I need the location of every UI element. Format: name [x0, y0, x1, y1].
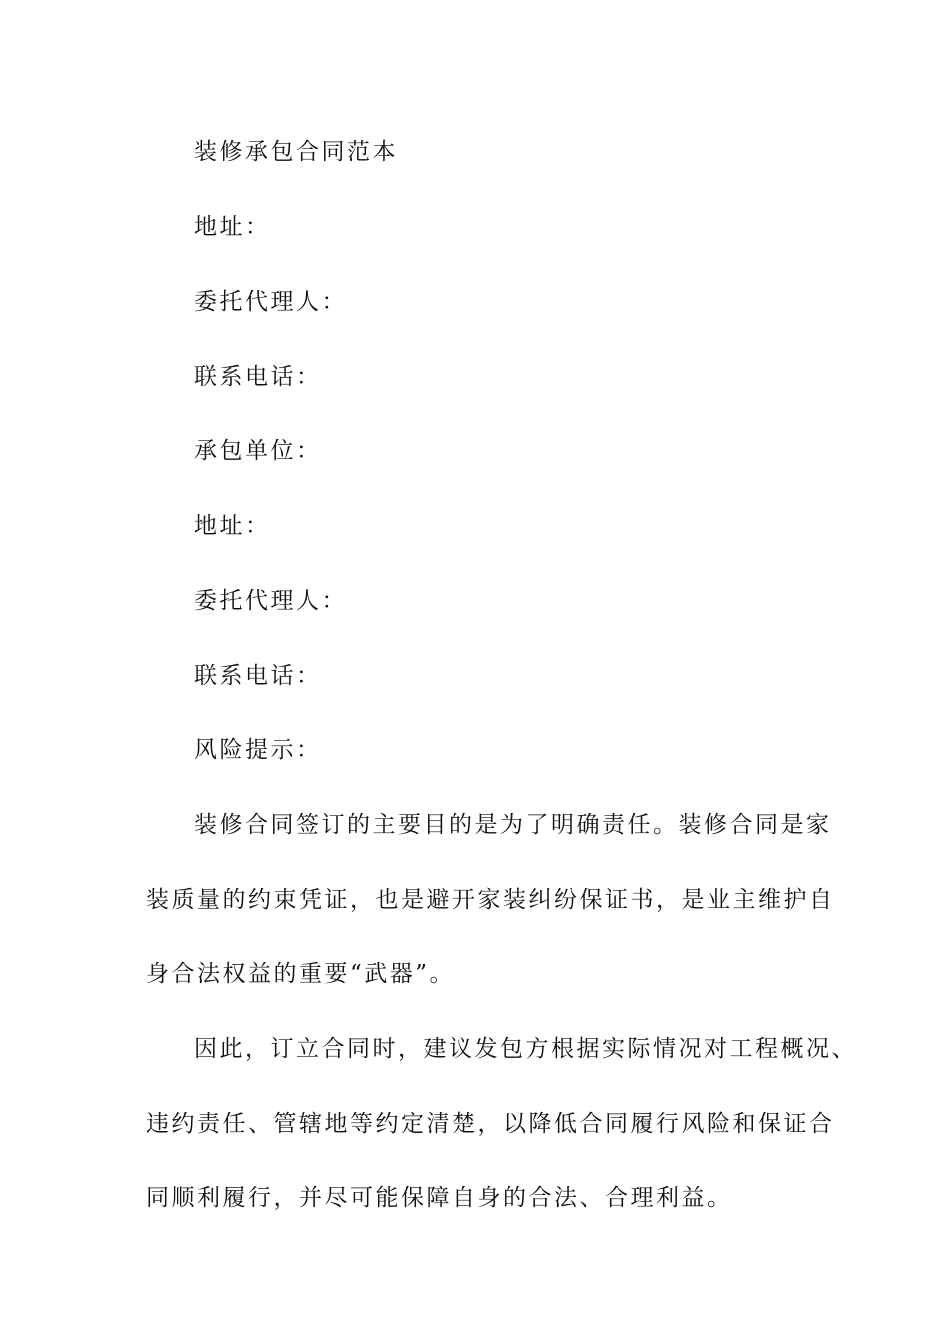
paragraph1-line1: 装修合同签订的主要目的是为了明确责任。装修合同是家 — [194, 812, 832, 838]
document-title: 装修承包合同范本 — [194, 139, 398, 165]
paragraph1-line3: 身合法权益的重要“武器”。 — [146, 961, 456, 987]
field-phone-2: 联系电话： — [194, 663, 322, 689]
paragraph2-line3: 同顺利履行，并尽可能保障自身的合法、合理利益。 — [146, 1185, 733, 1211]
paragraph2-line1: 因此，订立合同时，建议发包方根据实际情况对工程概况、 — [194, 1036, 857, 1062]
field-phone-1: 联系电话： — [194, 364, 322, 390]
field-contractor: 承包单位： — [194, 438, 322, 464]
field-agent-2: 委托代理人： — [194, 588, 347, 614]
field-agent-1: 委托代理人： — [194, 289, 347, 315]
paragraph2-line2: 违约责任、管辖地等约定清楚，以降低合同履行风险和保证合 — [146, 1111, 835, 1137]
field-address-1: 地址： — [194, 214, 271, 240]
risk-heading: 风险提示： — [194, 737, 322, 763]
paragraph1-line2: 装质量的约束凭证，也是避开家装纠纷保证书，是业主维护自 — [146, 887, 835, 913]
field-address-2: 地址： — [194, 513, 271, 539]
